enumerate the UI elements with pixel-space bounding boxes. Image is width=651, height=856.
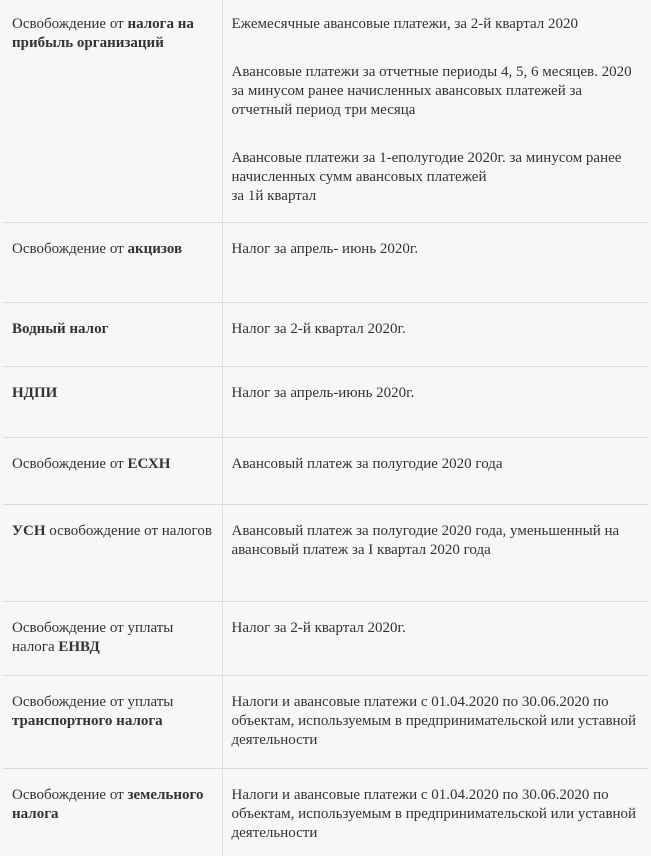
row-value-paragraph: Налог за апрель-июнь 2020г. — [231, 385, 415, 401]
row-value-cell — [222, 223, 648, 303]
row-label-cell — [3, 0, 222, 223]
row-value-cell — [222, 438, 648, 505]
row-label-bold: налога на прибыль организаций — [12, 16, 194, 51]
row-label-cell — [3, 367, 222, 438]
row-value-paragraph: Налоги и авансовые платежи с 01.04.2020 по 30.06.2020 по объектам, используемым в предпринимательской или уставной деятельности — [231, 694, 637, 748]
table-row — [3, 0, 648, 223]
row-value-paragraph: Авансовый платеж за полугодие 2020 года, уменьшенный на авансовый платеж за I квартал 2020 года — [231, 523, 620, 558]
row-label-text: Освобождение от — [12, 456, 128, 472]
row-label-text: Освобождение от уплаты налога — [12, 620, 174, 655]
table-row — [3, 303, 648, 367]
row-label-bold: ЕНВД — [58, 639, 100, 655]
row-label-cell — [3, 602, 222, 676]
row-label-bold: транспортного налога — [12, 713, 163, 729]
row-value-cell — [222, 303, 648, 367]
row-value-cell — [222, 505, 648, 602]
row-label-bold: НДПИ — [12, 385, 58, 401]
row-value-cell — [222, 676, 648, 769]
row-label-text: Освобождение от уплаты — [12, 694, 174, 710]
row-value-cell — [222, 602, 648, 676]
row-label-bold: УСН — [12, 523, 46, 539]
row-value-cell — [222, 367, 648, 438]
row-label-cell — [3, 505, 222, 602]
table-row — [3, 223, 648, 303]
row-label-bold: земельного налога — [12, 787, 204, 822]
row-value-paragraph: Авансовые платежи за отчетные периоды 4, 5, 6 месяцев. 2020 за минусом ранее начисленных авансовых платежей за отчетный период три месяца — [231, 64, 632, 118]
row-value-paragraph: Налог за 2-й квартал 2020г. — [231, 321, 406, 337]
table-row — [3, 505, 648, 602]
row-label-cell — [3, 676, 222, 769]
row-label-cell — [3, 769, 222, 856]
row-label-text: Освобождение от — [12, 241, 128, 257]
row-label-cell — [3, 303, 222, 367]
tax-exemption-table — [3, 0, 648, 856]
row-label-cell — [3, 438, 222, 505]
row-label-bold: ЕСХН — [127, 456, 171, 472]
row-label-text: Освобождение от — [12, 787, 128, 803]
row-label-text: освобождение от налогов — [45, 523, 212, 539]
row-value-paragraph: Ежемесячные авансовые платежи, за 2-й квартал 2020 — [231, 16, 578, 32]
row-value-paragraph: Авансовый платеж за полугодие 2020 года — [231, 456, 503, 472]
row-label-cell — [3, 223, 222, 303]
row-label-text: Освобождение от — [12, 16, 128, 32]
row-value-paragraph: Налоги и авансовые платежи с 01.04.2020 по 30.06.2020 по объектам, используемым в предпринимательской или уставной деятельности — [231, 787, 637, 841]
table-row — [3, 676, 648, 769]
row-value-cell — [222, 0, 648, 223]
table-row — [3, 438, 648, 505]
row-label-bold: акцизов — [127, 241, 183, 257]
row-value-paragraph: Авансовые платежи за 1-еполугодие 2020г. за минусом ранее начисленных сумм авансовых платежей за 1й квартал — [231, 150, 622, 204]
row-label-bold: Водный налог — [12, 321, 109, 337]
table-row — [3, 769, 648, 856]
row-value-paragraph: Налог за 2-й квартал 2020г. — [231, 620, 406, 636]
row-value-cell — [222, 769, 648, 856]
table-body — [3, 0, 648, 856]
table-row — [3, 367, 648, 438]
table-row — [3, 602, 648, 676]
row-value-paragraph: Налог за апрель- июнь 2020г. — [231, 241, 419, 257]
